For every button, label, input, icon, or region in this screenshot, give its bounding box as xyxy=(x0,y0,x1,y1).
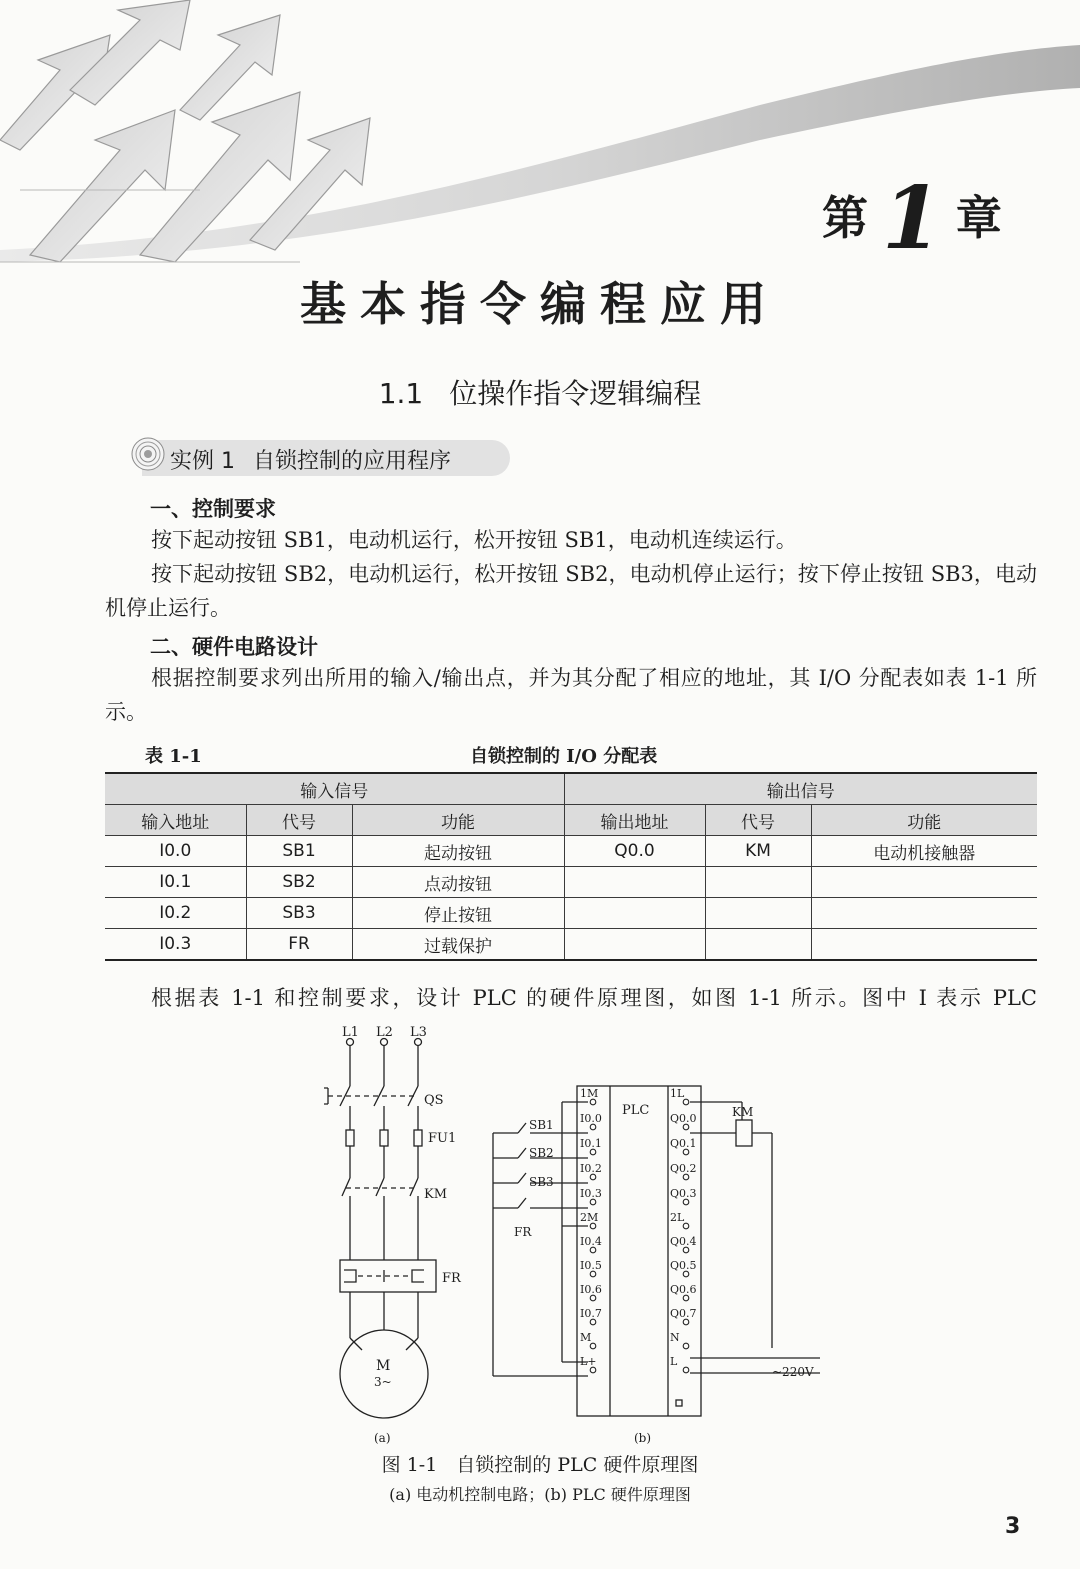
plc-output-terminal-label: 1L xyxy=(670,1087,685,1100)
table-cell xyxy=(705,898,811,929)
fr-label-a: FR xyxy=(442,1271,461,1286)
km-label-a: KM xyxy=(424,1187,448,1202)
figure-a-label: (a) xyxy=(374,1431,391,1445)
figure-subcaption: (a) 电动机控制电路；(b) PLC 硬件原理图 xyxy=(389,1485,691,1504)
plc-output-terminal-label: N xyxy=(670,1331,680,1344)
figure-b-label: (b) xyxy=(634,1431,652,1445)
phase-label: L3 xyxy=(410,1025,427,1040)
fu-label: FU1 xyxy=(428,1131,457,1146)
chapter-title: 基本指令编程应用 xyxy=(300,277,780,331)
column-header: 功能 xyxy=(811,805,1037,836)
plc-output-terminal-label: Q0.1 xyxy=(670,1137,697,1150)
plc-output-terminal-label: L xyxy=(670,1355,678,1368)
phase-label: L2 xyxy=(376,1025,393,1040)
heading-hardware: 二、硬件电路设计 xyxy=(150,635,318,659)
page-number: 3 xyxy=(1005,1514,1021,1539)
plc-input-terminal-label: M xyxy=(580,1331,592,1344)
paragraph-2: 按下起动按钮 SB2，电动机运行，松开按钮 SB2，电动机停止运行；按下停止按钮 SB3，电动机停止运行。 xyxy=(105,562,1037,620)
plc-input-terminal-label: 1M xyxy=(580,1087,599,1100)
plc-output-terminal-label: Q0.0 xyxy=(670,1112,697,1125)
table-cell xyxy=(705,929,811,961)
plc-output-terminal-label: Q0.2 xyxy=(670,1162,697,1175)
table-cell: 过载保护 xyxy=(352,929,564,961)
plc-input-terminal-label: I0.4 xyxy=(580,1235,602,1248)
table-cell xyxy=(811,867,1037,898)
qs-label: QS xyxy=(424,1093,444,1108)
figure-caption: 图 1-1 自锁控制的 PLC 硬件原理图 xyxy=(381,1454,699,1476)
paragraph-4: 根据表 1-1 和控制要求，设计 PLC 的硬件原理图，如图 1-1 所示。图中 I 表示 PLC xyxy=(151,986,1037,1010)
example-name: 自锁控制的应用程序 xyxy=(253,449,452,474)
sb1-label: SB1 xyxy=(529,1118,554,1132)
motor-label: M xyxy=(376,1358,391,1374)
plc-output-terminal-label: Q0.6 xyxy=(670,1283,697,1296)
supply-label: ~220V xyxy=(772,1365,814,1379)
table-cell: SB1 xyxy=(246,836,352,867)
chapter-number: 1 xyxy=(882,168,942,269)
io-assignment-table xyxy=(105,772,1037,961)
table-cell: 起动按钮 xyxy=(352,836,564,867)
example-header xyxy=(128,436,512,478)
table-cell xyxy=(564,898,705,929)
table-cell xyxy=(564,867,705,898)
plc-label: PLC xyxy=(622,1103,650,1118)
fr-label-b: FR xyxy=(514,1225,532,1239)
plc-input-terminal-label: 2M xyxy=(580,1211,599,1224)
table-cell: 点动按钮 xyxy=(352,867,564,898)
heading-requirements: 一、控制要求 xyxy=(150,497,276,521)
table-cell: SB2 xyxy=(246,867,352,898)
group-header-input: 输入信号 xyxy=(105,773,564,805)
chapter-label xyxy=(822,168,1002,269)
chapter-suffix: 章 xyxy=(955,191,1002,245)
table-row xyxy=(105,898,1037,929)
plc-input-terminal-label: I0.1 xyxy=(580,1137,602,1150)
column-header: 代号 xyxy=(705,805,811,836)
column-header: 输出地址 xyxy=(564,805,705,836)
table-cell: I0.1 xyxy=(105,867,246,898)
phase-label: L1 xyxy=(342,1025,359,1040)
table-cell: I0.2 xyxy=(105,898,246,929)
plc-output-terminal-label: Q0.5 xyxy=(670,1259,697,1272)
section-number: 1.1 xyxy=(378,377,424,410)
column-header: 功能 xyxy=(352,805,564,836)
section-title xyxy=(0,372,1080,412)
plc-input-terminal-label: I0.0 xyxy=(580,1112,602,1125)
paragraph-3: 根据控制要求列出所用的输入/输出点，并为其分配了相应的地址，其 I/O 分配表如表 1-1 所示。 xyxy=(105,666,1037,724)
table-cell xyxy=(564,929,705,961)
plc-input-terminal-label: I0.3 xyxy=(580,1187,602,1200)
table-cell: Q0.0 xyxy=(564,836,705,867)
target-icon xyxy=(128,436,168,476)
plc-output-terminal-label: Q0.7 xyxy=(670,1307,697,1320)
table-cell: I0.0 xyxy=(105,836,246,867)
table-cell: 电动机接触器 xyxy=(811,836,1037,867)
table-cell xyxy=(811,929,1037,961)
plc-output-terminal-label: Q0.4 xyxy=(670,1235,697,1248)
section-name: 位操作指令逻辑编程 xyxy=(449,377,702,410)
km-label-b: KM xyxy=(732,1105,754,1119)
table-cell: SB3 xyxy=(246,898,352,929)
plc-input-terminal-label: I0.2 xyxy=(580,1162,602,1175)
sb3-label: SB3 xyxy=(529,1175,554,1189)
table-cell xyxy=(811,898,1037,929)
example-number: 实例 1 xyxy=(170,449,235,474)
chapter-prefix: 第 xyxy=(822,191,868,245)
table-cell: KM xyxy=(705,836,811,867)
plc-input-terminal-label: I0.6 xyxy=(580,1283,602,1296)
plc-output-terminal-label: Q0.3 xyxy=(670,1187,697,1200)
table-row xyxy=(105,836,1037,867)
table-cell: FR xyxy=(246,929,352,961)
plc-input-terminal-label: I0.7 xyxy=(580,1307,602,1320)
table-label: 表 1-1 xyxy=(145,746,202,767)
motor-phase-label: 3~ xyxy=(374,1375,392,1389)
paragraph-1: 按下起动按钮 SB1，电动机运行，松开按钮 SB1，电动机连续运行。 xyxy=(151,528,797,552)
table-cell xyxy=(705,867,811,898)
plc-output-terminal-label: 2L xyxy=(670,1211,685,1224)
table-cell: 停止按钮 xyxy=(352,898,564,929)
table-cell: I0.3 xyxy=(105,929,246,961)
sb2-label: SB2 xyxy=(529,1146,554,1160)
column-header: 输入地址 xyxy=(105,805,246,836)
plc-hardware-diagram xyxy=(300,1018,840,1458)
column-header: 代号 xyxy=(246,805,352,836)
plc-input-terminal-label: L+ xyxy=(580,1355,597,1368)
table-row xyxy=(105,929,1037,961)
table-title: 自锁控制的 I/O 分配表 xyxy=(470,746,658,767)
plc-input-terminal-label: I0.5 xyxy=(580,1259,602,1272)
example-title xyxy=(170,444,451,475)
group-header-output: 输出信号 xyxy=(564,773,1037,805)
table-row xyxy=(105,867,1037,898)
